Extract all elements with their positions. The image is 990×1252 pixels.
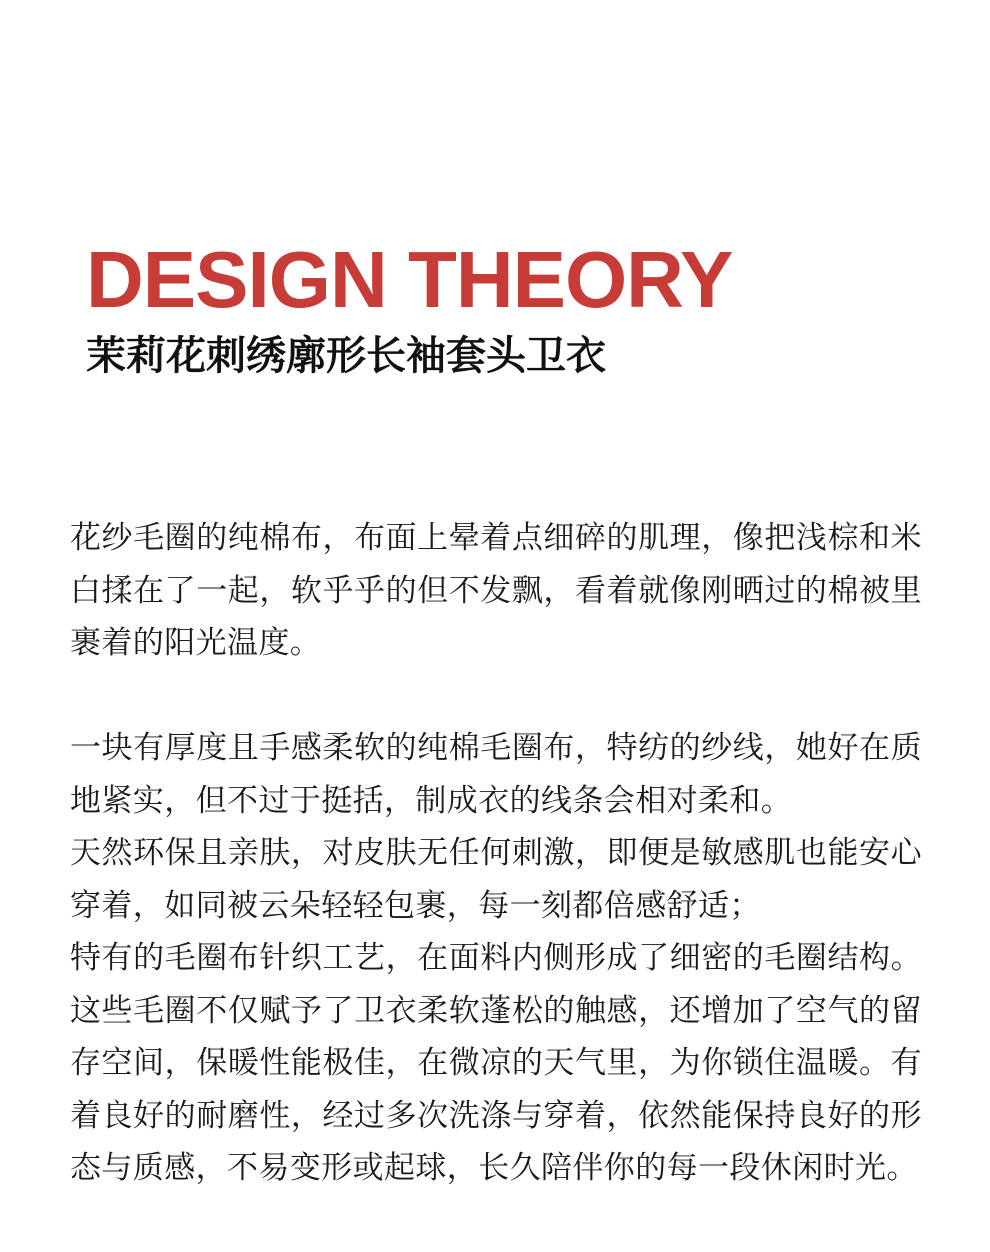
paragraph-text: 花纱毛圈的纯棉布，布面上晕着点细碎的肌理，像把浅棕和米白揉在了一起，软乎乎的但不发飘，看着就像刚晒过的棉被里裹着的阳光温度。 — [70, 520, 922, 661]
paragraph-text: 特有的毛圈布针织工艺，在面料内侧形成了细密的毛圈结构。这些毛圈不仅赋予了卫衣柔软蓬松的触感，还增加了空气的留存空间，保暖性能极佳，在微凉的天气里，为你锁住温暖。有着良好的耐磨性，经过多次洗涤与穿着，依然能保持良好的形态与质感，不易变形或起球，长久陪伴你的每一段休闲时光。 — [70, 940, 922, 1186]
description-paragraph-2 — [70, 722, 922, 1195]
heading-block — [86, 235, 733, 380]
page-title: DESIGN THEORY — [86, 235, 733, 324]
description-paragraph-1 — [70, 512, 922, 670]
product-name: 茉莉花刺绣廓形长袖套头卫衣 — [86, 333, 606, 379]
paragraph-text: 一块有厚度且手感柔软的纯棉毛圈布，特纺的纱线，她好在质地紧实，但不过于挺括，制成衣的线条会相对柔和。 — [70, 730, 922, 819]
paragraph-text: 天然环保且亲肤，对皮肤无任何刺激，即便是敏感肌也能安心穿着，如同被云朵轻轻包裹，每一刻都倍感舒适； — [70, 835, 922, 924]
